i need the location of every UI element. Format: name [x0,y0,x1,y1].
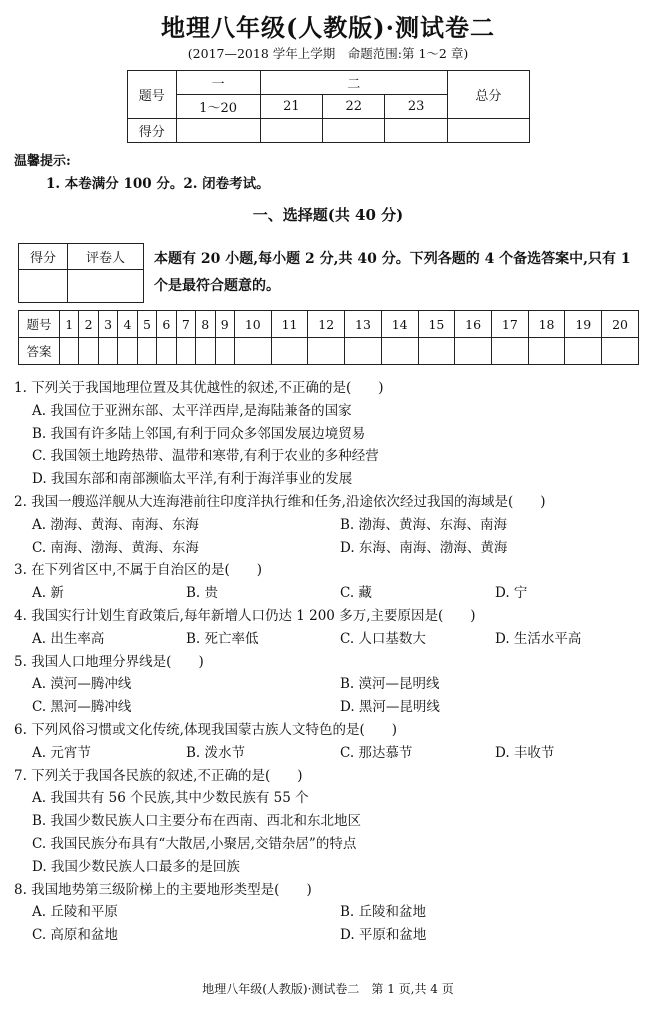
answer-cell [79,338,98,365]
answer-grid-number: 2 [79,311,98,338]
answer-grid-number: 11 [271,311,308,338]
question-option: A. 丘陵和平原 [32,904,118,921]
answer-grid-number: 16 [455,311,492,338]
question-option: C. 藏 [340,585,372,602]
grader-table [18,243,144,303]
question-stem: 2. 我国一艘巡洋舰从大连海港前往印度洋执行维和任务,沿途依次经过我国的海域是( ) [14,494,546,510]
answer-cell [118,338,137,365]
answer-grid-number: 3 [98,311,117,338]
answer-grid-number: 20 [602,311,639,338]
answer-cell [491,338,528,365]
question-option: D. 黑河—昆明线 [340,699,440,716]
score-table [127,70,530,143]
score-table-sub: 23 [385,95,447,119]
question-option: A. 漠河—腾冲线 [32,676,132,693]
answer-grid-number: 10 [234,311,271,338]
question-stem: 5. 我国人口地理分界线是( ) [14,653,204,670]
answer-cell [345,338,382,365]
answer-grid [18,310,639,365]
answer-cell [455,338,492,365]
answer-grid-number: 12 [308,311,345,338]
answer-grid-number: 5 [137,311,156,338]
answer-grid-number: 13 [345,311,382,338]
section-title: 一、选择题(共 40 分) [252,206,404,224]
answer-cell [271,338,308,365]
question-stem: 8. 我国地势第三级阶梯上的主要地形类型是( ) [14,881,312,898]
question-option: D. 我国少数民族人口最多的是回族 [32,858,240,875]
answer-cell [381,338,418,365]
grader-cell [19,270,68,303]
score-table-total: 总分 [447,71,529,119]
answer-cell [215,338,234,365]
score-cell [447,119,529,143]
question-option: B. 丘陵和盆地 [340,904,427,921]
question-option: C. 高原和盆地 [32,927,118,944]
answer-cell [196,338,215,365]
answer-cell [98,338,117,365]
question-option: A. 新 [32,585,64,602]
score-table-header-label: 题号 [128,71,177,119]
answer-grid-number: 18 [528,311,565,338]
answer-grid-number: 1 [60,311,79,338]
score-cell [176,119,260,143]
question-option: C. 我国民族分布具有“大散居,小聚居,交错杂居”的特点 [32,836,357,852]
question-option: D. 生活水平高 [495,630,582,647]
answer-cell [528,338,565,365]
score-table-part2: 二 [260,71,447,95]
question-option: D. 宁 [495,585,528,602]
question-option: A. 元宵节 [32,744,91,761]
question-option: D. 我国东部和南部濒临太平洋,有利于海洋事业的发展 [32,471,353,488]
answer-cell [176,338,195,365]
question-option: D. 平原和盆地 [340,927,427,944]
question-option: D. 东海、南海、渤海、黄海 [340,539,508,556]
score-table-sub: 22 [323,95,385,119]
question-stem: 7. 下列关于我国各民族的叙述,不正确的是( ) [14,767,303,784]
grader-score-label: 得分 [19,244,68,270]
question-option: A. 出生率高 [32,630,105,647]
question-option: B. 我国少数民族人口主要分布在西南、西北和东北地区 [32,813,362,830]
question-option: B. 我国有许多陆上邻国,有利于同众多邻国发展边境贸易 [32,425,366,442]
answer-cell [157,338,176,365]
question-stem: 1. 下列关于我国地理位置及其优越性的叙述,不正确的是( ) [14,380,384,396]
grader-name-label: 评卷人 [68,244,144,270]
question-option: C. 南海、渤海、黄海、东海 [32,539,199,556]
answer-grid-number: 6 [157,311,176,338]
question-option: B. 泼水节 [186,744,246,761]
answer-cell [234,338,271,365]
answer-cell [308,338,345,365]
score-table-part1: 一 [176,71,260,95]
answer-cell [602,338,639,365]
question-option: C. 那达慕节 [340,744,413,761]
question-option: A. 我国位于亚洲东部、太平洋西岸,是海陆兼备的国家 [32,402,352,419]
answer-grid-number: 17 [491,311,528,338]
answer-grid-number: 14 [381,311,418,338]
answer-grid-number: 19 [565,311,602,338]
answer-cell [137,338,156,365]
question-stem: 4. 我国实行计划生育政策后,每年新增人口仍达 1 200 多万,主要原因是( ) [14,608,476,624]
answer-grid-number: 7 [176,311,195,338]
score-table-sub: 1～20 [176,95,260,119]
question-option: C. 黑河—腾冲线 [32,699,132,716]
section-intro: 本题有 20 小题,每小题 2 分,共 40 分。下列各题的 4 个备选答案中,只有 1 个是最符合题意的。 [154,251,631,294]
score-table-sub: 21 [260,95,322,119]
answer-cell [60,338,79,365]
grader-cell [68,270,144,303]
answer-grid-answer-label: 答案 [19,338,60,365]
question-option: D. 丰收节 [495,744,555,761]
answer-grid-number: 15 [418,311,455,338]
answer-grid-number: 9 [215,311,234,338]
score-cell [260,119,322,143]
score-table-score-label: 得分 [128,119,177,143]
answer-grid-number: 8 [196,311,215,338]
score-cell [385,119,447,143]
question-option: C. 我国领土地跨热带、温带和寒带,有利于农业的多种经营 [32,448,379,465]
question-option: B. 漠河—昆明线 [340,676,440,693]
question-option: C. 人口基数大 [340,630,426,647]
question-option: B. 死亡率低 [186,630,259,647]
page-subtitle: (2017—2018 学年上学期 命题范围:第 1～2 章) [187,46,469,61]
question-option: B. 渤海、黄海、东海、南海 [340,516,508,533]
answer-cell [418,338,455,365]
question-stem: 6. 下列风俗习惯或文化传统,体现我国蒙古族人文特色的是( ) [14,722,397,738]
question-option: A. 我国共有 56 个民族,其中少数民族有 55 个 [32,790,309,807]
question-stem: 3. 在下列省区中,不属于自治区的是( ) [14,562,262,579]
page-title: 地理八年级(人教版)·测试卷二 [160,13,496,42]
page-footer: 地理八年级(人教版)·测试卷二 第 1 页,共 4 页 [202,982,454,996]
tips-label: 温馨提示: [14,154,71,169]
answer-grid-number-label: 题号 [19,311,60,338]
score-cell [323,119,385,143]
question-option: A. 渤海、黄海、南海、东海 [32,516,199,533]
answer-grid-number: 4 [118,311,137,338]
tips-text: 1. 本卷满分 100 分。2. 闭卷考试。 [46,176,270,192]
answer-cell [565,338,602,365]
question-option: B. 贵 [186,585,219,602]
